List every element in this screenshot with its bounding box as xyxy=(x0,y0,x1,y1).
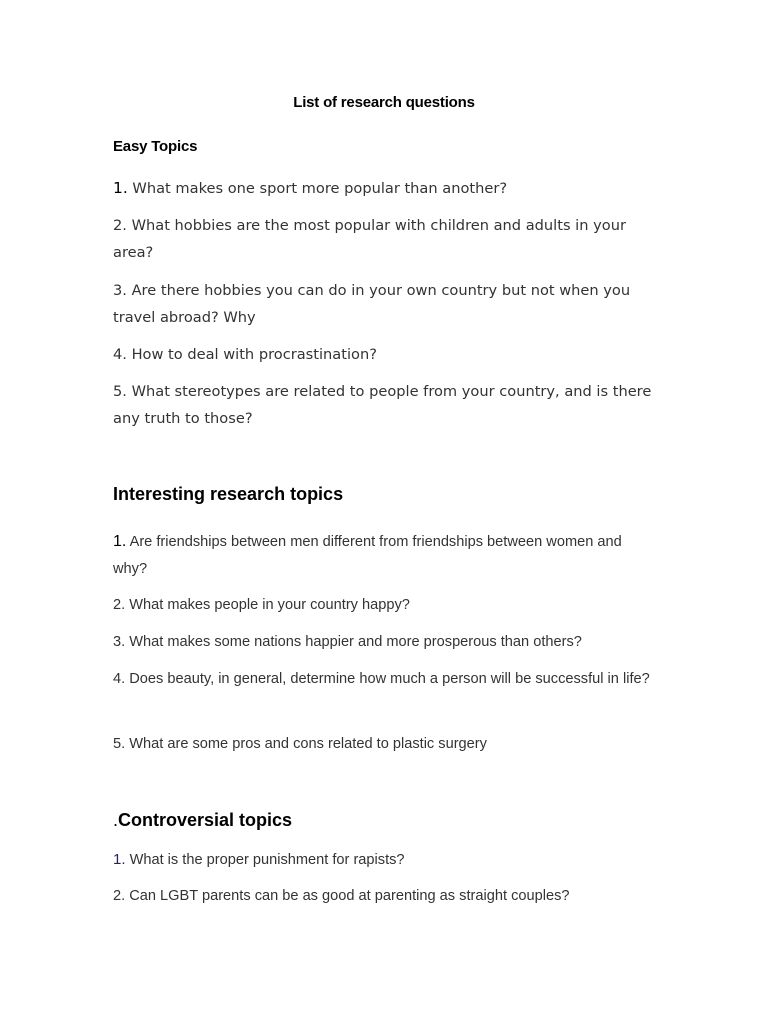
interesting-topics-heading: Interesting research topics xyxy=(113,484,344,504)
item-text: What hobbies are the most popular with children and adults in your area? xyxy=(113,217,626,261)
easy-topics-heading: Easy Topics xyxy=(113,138,198,155)
item-text: What stereotypes are related to people from your country, and is there any truth to those? xyxy=(113,383,652,427)
item-number: 1. xyxy=(113,851,126,868)
item-text: What is the proper punishment for rapists? xyxy=(125,852,405,868)
item-text: Are friendships between men different from friendships between women and why? xyxy=(113,534,622,577)
item-text: What are some pros and cons related to plastic surgery xyxy=(125,736,487,752)
item-number: 4. xyxy=(113,346,127,363)
interesting-topic-item xyxy=(113,528,658,583)
easy-topic-item xyxy=(113,341,658,368)
heading-prefix: . xyxy=(113,810,119,830)
easy-topic-item xyxy=(113,212,658,266)
item-number: 5. xyxy=(113,383,127,400)
easy-topic-item xyxy=(113,175,658,202)
easy-topic-item xyxy=(113,378,658,432)
item-number: 2. xyxy=(113,217,127,234)
item-text: What makes one sport more popular than another? xyxy=(127,180,508,197)
item-text: Does beauty, in general, determine how much a person will be successful in life? xyxy=(125,671,650,687)
heading-text: Controversial topics xyxy=(118,810,293,830)
item-text: What makes some nations happier and more prosperous than others? xyxy=(125,634,582,650)
interesting-topic-item xyxy=(113,592,658,619)
interesting-topic-item xyxy=(113,731,658,758)
controversial-topic-item xyxy=(113,846,658,874)
document-title: List of research questions xyxy=(293,94,475,111)
item-text: Are there hobbies you can do in your own country but not when you travel abroad? Why xyxy=(113,282,631,326)
item-number: 5. xyxy=(113,736,126,752)
item-number: 1. xyxy=(113,179,128,197)
item-number: 3. xyxy=(113,282,127,299)
interesting-topic-item xyxy=(113,666,658,693)
item-number: 3. xyxy=(113,634,126,650)
item-number: 2. xyxy=(113,597,126,613)
controversial-topic-item xyxy=(113,883,658,910)
easy-topic-item xyxy=(113,277,658,331)
interesting-topic-item xyxy=(113,629,658,656)
item-text: Can LGBT parents can be as good at parenting as straight couples? xyxy=(125,888,570,904)
item-number: 2. xyxy=(113,888,126,904)
controversial-topics-heading xyxy=(113,810,292,831)
item-text: How to deal with procrastination? xyxy=(126,346,377,363)
item-text: What makes people in your country happy? xyxy=(125,597,410,613)
item-number: 1. xyxy=(113,533,127,550)
item-number: 4. xyxy=(113,671,126,687)
